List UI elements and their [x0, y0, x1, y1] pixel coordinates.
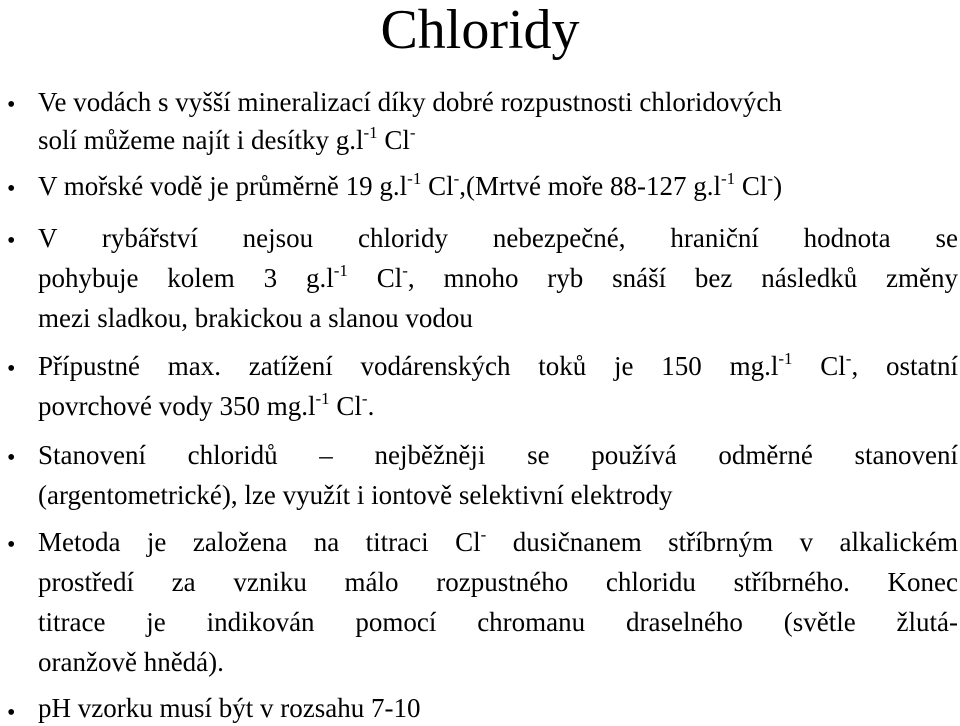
bullet-2-line-1: V mořské vodě je průměrně 19 $g.l^{-1}$ Cl-,(Mrtvé moře 88-127 $g.l^{-1}$ Cl-)	[38, 169, 783, 201]
bullet-marker: •	[7, 92, 16, 118]
bullet-marker: •	[7, 176, 16, 202]
bullet-3-line-3: mezi sladkou, brakickou a slanou vodou	[38, 303, 473, 333]
bullet-marker: •	[7, 700, 16, 726]
bullet-1-line-2: solí můžeme najít i desítky $g.l^{-1}$ Cl-	[38, 123, 416, 155]
bullet-marker: •	[7, 228, 16, 254]
bullet-5-line-2: (argentometrické), lze využít i iontově selektivní elektrody	[38, 480, 673, 510]
bullet-6-line-2: prostředí za vzniku málo rozpustného chloridu stříbrného. Konec	[38, 567, 958, 597]
bullet-1-line-1: Ve vodách s vyšší mineralizací díky dobré rozpustnosti chloridových	[38, 87, 782, 117]
bullet-4-line-2: povrchové vody 350 $mg.l^{-1}$ Cl-.	[38, 389, 375, 421]
bullet-marker: •	[7, 532, 16, 558]
bullet-3-line-2: pohybuje kolem 3 $g.l^{-1}$ Cl-, mnoho ryb snáší bez následků změny	[38, 261, 958, 293]
slide-title: Chloridy	[380, 0, 580, 61]
bullet-4-line-1: Přípustné max. zatížení vodárenských toků je 150 $mg.l^{-1}$ Cl-, ostatní	[38, 349, 958, 381]
bullet-5-line-1: Stanovení chloridů – nejběžněji se používá odměrné stanovení	[38, 440, 958, 470]
bullet-marker: •	[7, 445, 16, 471]
bullet-marker: •	[7, 356, 16, 382]
bullet-6-line-1: Metoda je založena na titraci Cl- dusičnanem stříbrným v alkalickém	[38, 525, 958, 557]
bullet-6-line-3: titrace je indikován pomocí chromanu draselného (světle žlutá-	[38, 607, 958, 637]
bullet-6-line-4: oranžově hnědá).	[38, 647, 224, 677]
bullet-3-line-1: V rybářství nejsou chloridy nebezpečné, hraniční hodnota se	[38, 223, 958, 253]
bullet-7-line-1: pH vzorku musí být v rozsahu 7-10	[38, 693, 421, 723]
